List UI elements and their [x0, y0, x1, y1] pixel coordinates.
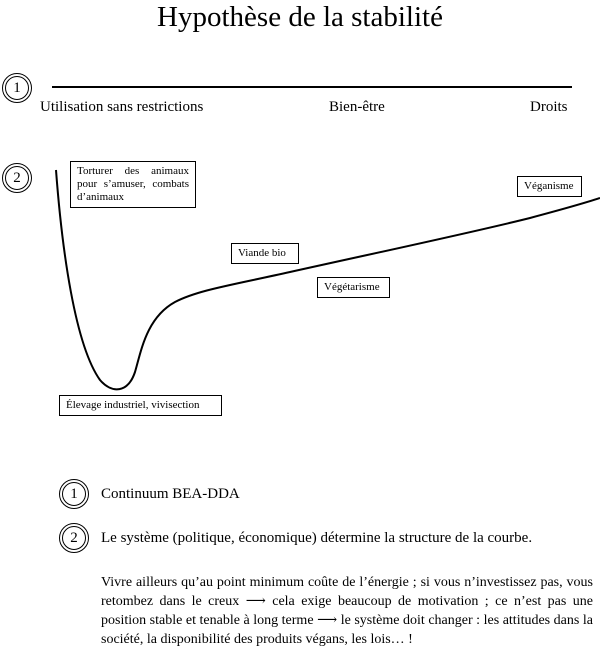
- label-box-torture: Torturer des animaux pour s’amuser, combats d’animaux: [70, 161, 196, 208]
- legend-2-marker-number: 2: [70, 529, 78, 546]
- legend-1-text: Continuum BEA-DDA: [101, 486, 240, 502]
- explanation-paragraph: Vivre ailleurs qu’au point minimum coûte de l’énergie ; si vous n’investissez pas, vous retombez dans le creux ⟶ cela exige beaucoup de motivation ; ce n’est pas une position stable et tenable à long terme ⟶ le système doit changer : les attitudes dans la société, la disponibilité des produits végans, les lois… !: [101, 575, 593, 647]
- legend-1-marker: [62, 482, 86, 506]
- continuum-label-right: Droits: [530, 99, 568, 115]
- label-box-industrial-farming: Élevage industriel, vivisection: [59, 395, 222, 416]
- label-box-vegetarianism: Végétarisme: [317, 277, 390, 298]
- section-1-marker-number: 1: [13, 79, 21, 96]
- label-box-organic-meat: Viande bio: [231, 243, 299, 264]
- section-2-marker: [5, 166, 29, 190]
- legend-1-marker-number: 1: [70, 485, 78, 502]
- label-box-veganism: Véganisme: [517, 176, 582, 197]
- continuum-label-middle: Bien-être: [329, 99, 385, 115]
- legend-2-marker: [62, 526, 86, 550]
- section-2-marker-number: 2: [13, 169, 21, 186]
- page-title: Hypothèse de la stabilité: [157, 1, 443, 33]
- continuum-label-left: Utilisation sans restrictions: [40, 99, 204, 115]
- legend-2-text: Le système (politique, économique) détermine la structure de la courbe.: [101, 530, 533, 546]
